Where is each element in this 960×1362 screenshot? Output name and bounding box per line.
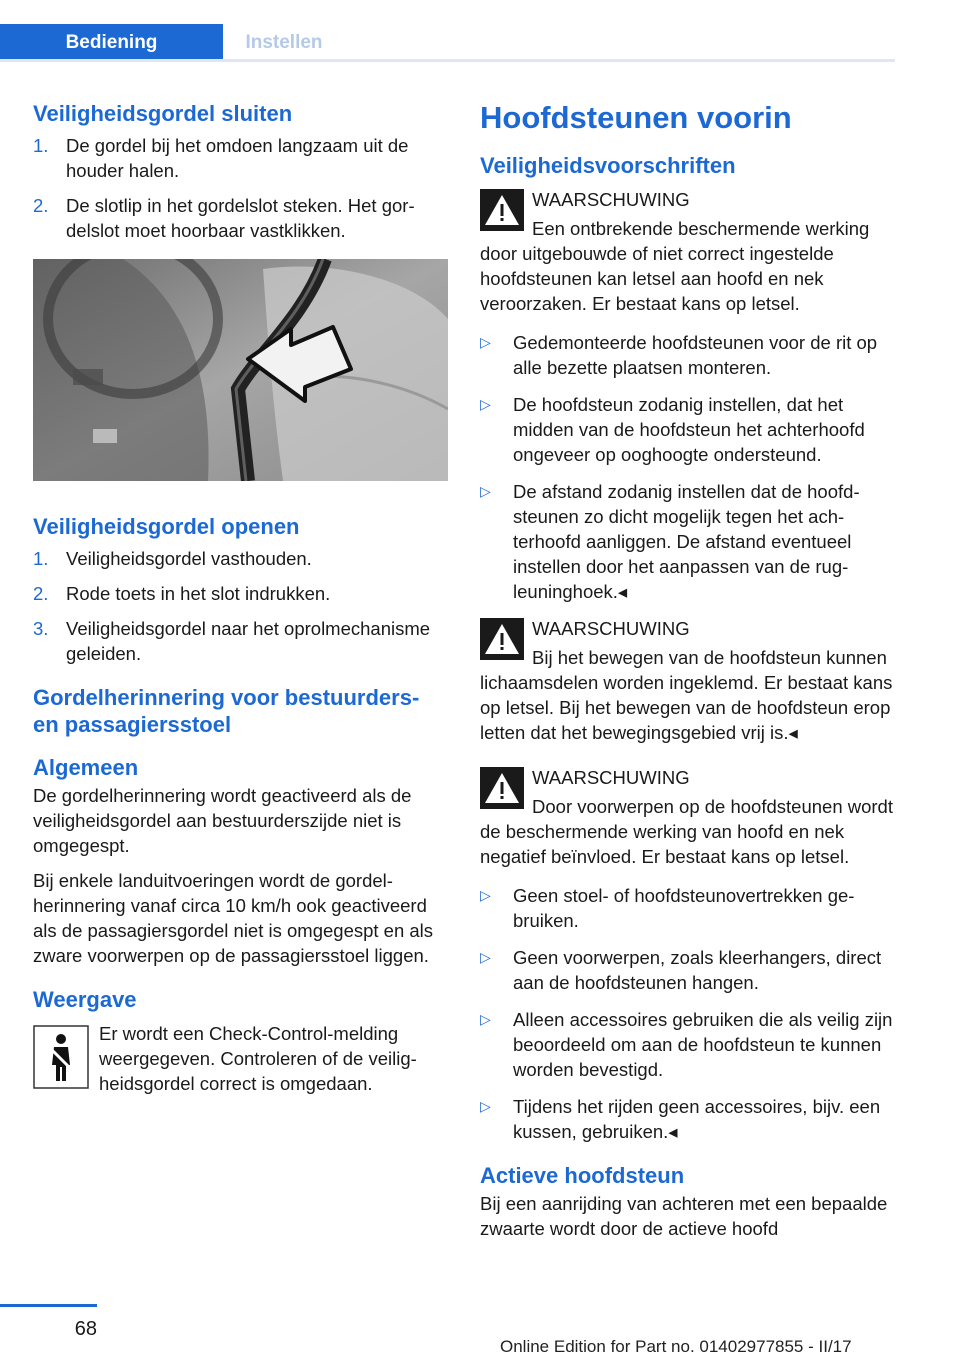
warning-1-list bbox=[480, 330, 896, 604]
list-item: ▷ Alleen accessoires gebruiken die als veilig zijn beoordeeld om aan de hoofdsteun te kunnen worden bevestigd. bbox=[480, 1009, 893, 1080]
left-column bbox=[33, 100, 448, 1096]
list-item: 2. De slotlip in het gordelslot steken. Het gordelslot moet hoorbaar vastklikken. bbox=[33, 195, 415, 241]
weergave-block bbox=[33, 1021, 448, 1096]
section-title-actieve-hoofdsteun: Actieve hoofdsteun bbox=[480, 1163, 685, 1188]
subsection-title-algemeen: Algemeen bbox=[33, 755, 139, 780]
header-tabs bbox=[0, 24, 895, 62]
list-item: ▷ Tijdens het rijden geen accessoires, bijv. een kussen, gebruiken.◂ bbox=[480, 1096, 881, 1142]
list-item: 1. De gordel bij het omdoen langzaam uit de houder halen. bbox=[33, 135, 409, 181]
warning-label: WAARSCHUWING bbox=[532, 189, 690, 210]
warning-label: WAARSCHUWING bbox=[532, 767, 690, 788]
tab-instellen[interactable]: Instellen bbox=[245, 32, 323, 53]
warning-3-list bbox=[480, 883, 896, 1144]
warning-triangle-icon bbox=[480, 618, 524, 660]
warning-text: Bij het bewegen van de hoofdsteun kunnen lichaamsdelen worden ingeklemd. Er bestaat kans op letsel. Bij het bewegen van de hoofdsteun erop letten dat het bewegingsgebied vrij is.◂ bbox=[480, 647, 893, 743]
paragraph-algemeen-2: Bij enkele landuitvoeringen wordt de gordelherinnering vanaf circa 10 km/h ook geactiveerd als de passagiersgordel niet is omgegespt en als zware voorwerpen op de passagiersstoel liggen. bbox=[33, 870, 434, 966]
paragraph-algemeen-1: De gordelherinnering wordt geactiveerd als de veiligheidsgordel aan bestuurderszijde niet is omgegespt. bbox=[33, 785, 412, 856]
paragraph-actieve-hoofdsteun: Bij een aanrijding van achteren met een bepaalde zwaarte wordt door de actieve hoofd bbox=[480, 1193, 888, 1239]
warning-triangle-icon bbox=[480, 767, 524, 809]
warning-block-2 bbox=[480, 616, 896, 745]
list-item: ▷ Gedemonteerde hoofdsteunen voor de rit op alle bezette plaatsen monteren. bbox=[480, 332, 878, 378]
warning-block-3 bbox=[480, 765, 896, 869]
list-item: ▷ De hoofdsteun zodanig instellen, dat het midden van de hoofdsteun het achterhoofd ongeveer op ooghoogte ondersteund. bbox=[480, 394, 865, 465]
footer-rule bbox=[0, 1304, 97, 1307]
list-item: 2. Rode toets in het slot indrukken. bbox=[33, 583, 331, 604]
list-item: ▷ Geen voorwerpen, zoals kleerhangers, direct aan de hoofdsteunen hangen. bbox=[480, 947, 882, 993]
weergave-text: Er wordt een Check-Control-melding weergegeven. Controleren of de veiligheidsgordel correct is omgedaan. bbox=[99, 1023, 417, 1094]
seatbelt-photo bbox=[33, 259, 448, 481]
edition-note: Online Edition for Part no. 01402977855 - II/17 bbox=[500, 1337, 852, 1356]
right-column bbox=[480, 100, 896, 1251]
steps-gordel-sluiten bbox=[33, 133, 448, 243]
list-item: 1. Veiligheidsgordel vasthouden. bbox=[33, 548, 312, 569]
tab-bediening[interactable]: Bediening bbox=[0, 24, 223, 62]
section-title-gordelherinnering: Gordelherinnering voor bestuurders- en passagiersstoel bbox=[33, 685, 420, 737]
warning-text: Een ontbrekende beschermende werking door uitgebouwde of niet correct ingestelde hoofdsteunen kan letsel aan hoofd en nek veroorzaken. Er bestaat kans op letsel. bbox=[480, 218, 870, 314]
warning-triangle-icon bbox=[480, 189, 524, 231]
section-title-gordel-sluiten: Veiligheidsgordel sluiten bbox=[33, 101, 293, 126]
list-item: ▷ Geen stoel- of hoofdsteunovertrekken gebruiken. bbox=[480, 885, 855, 931]
subsection-title-weergave: Weergave bbox=[33, 987, 137, 1012]
header-rule bbox=[0, 59, 895, 62]
warning-label: WAARSCHUWING bbox=[532, 618, 690, 639]
page-number: 68 bbox=[74, 1318, 97, 1340]
steps-gordel-openen bbox=[33, 546, 448, 666]
seatbelt-reminder-icon bbox=[33, 1025, 89, 1089]
list-item: ▷ De afstand zodanig instellen dat de hoofdsteunen zo dicht mogelijk tegen het achterhoofd aanliggen. De afstand eventueel instellen door het aanpassen van de rugleuninghoek.◂ bbox=[480, 481, 860, 602]
warning-block-1 bbox=[480, 187, 896, 316]
warning-text: Door voorwerpen op de hoofdsteunen wordt de beschermende werking van hoofd en nek negatief beïnvloed. Er bestaat kans op letsel. bbox=[480, 796, 893, 867]
list-item: 3. Veiligheidsgordel naar het oprolmechanisme geleiden. bbox=[33, 618, 431, 664]
page-title: Hoofdsteunen voorin bbox=[480, 100, 792, 135]
section-title-veiligheidsvoorschriften: Veiligheidsvoorschriften bbox=[480, 153, 736, 178]
section-title-gordel-openen: Veiligheidsgordel openen bbox=[33, 514, 300, 539]
